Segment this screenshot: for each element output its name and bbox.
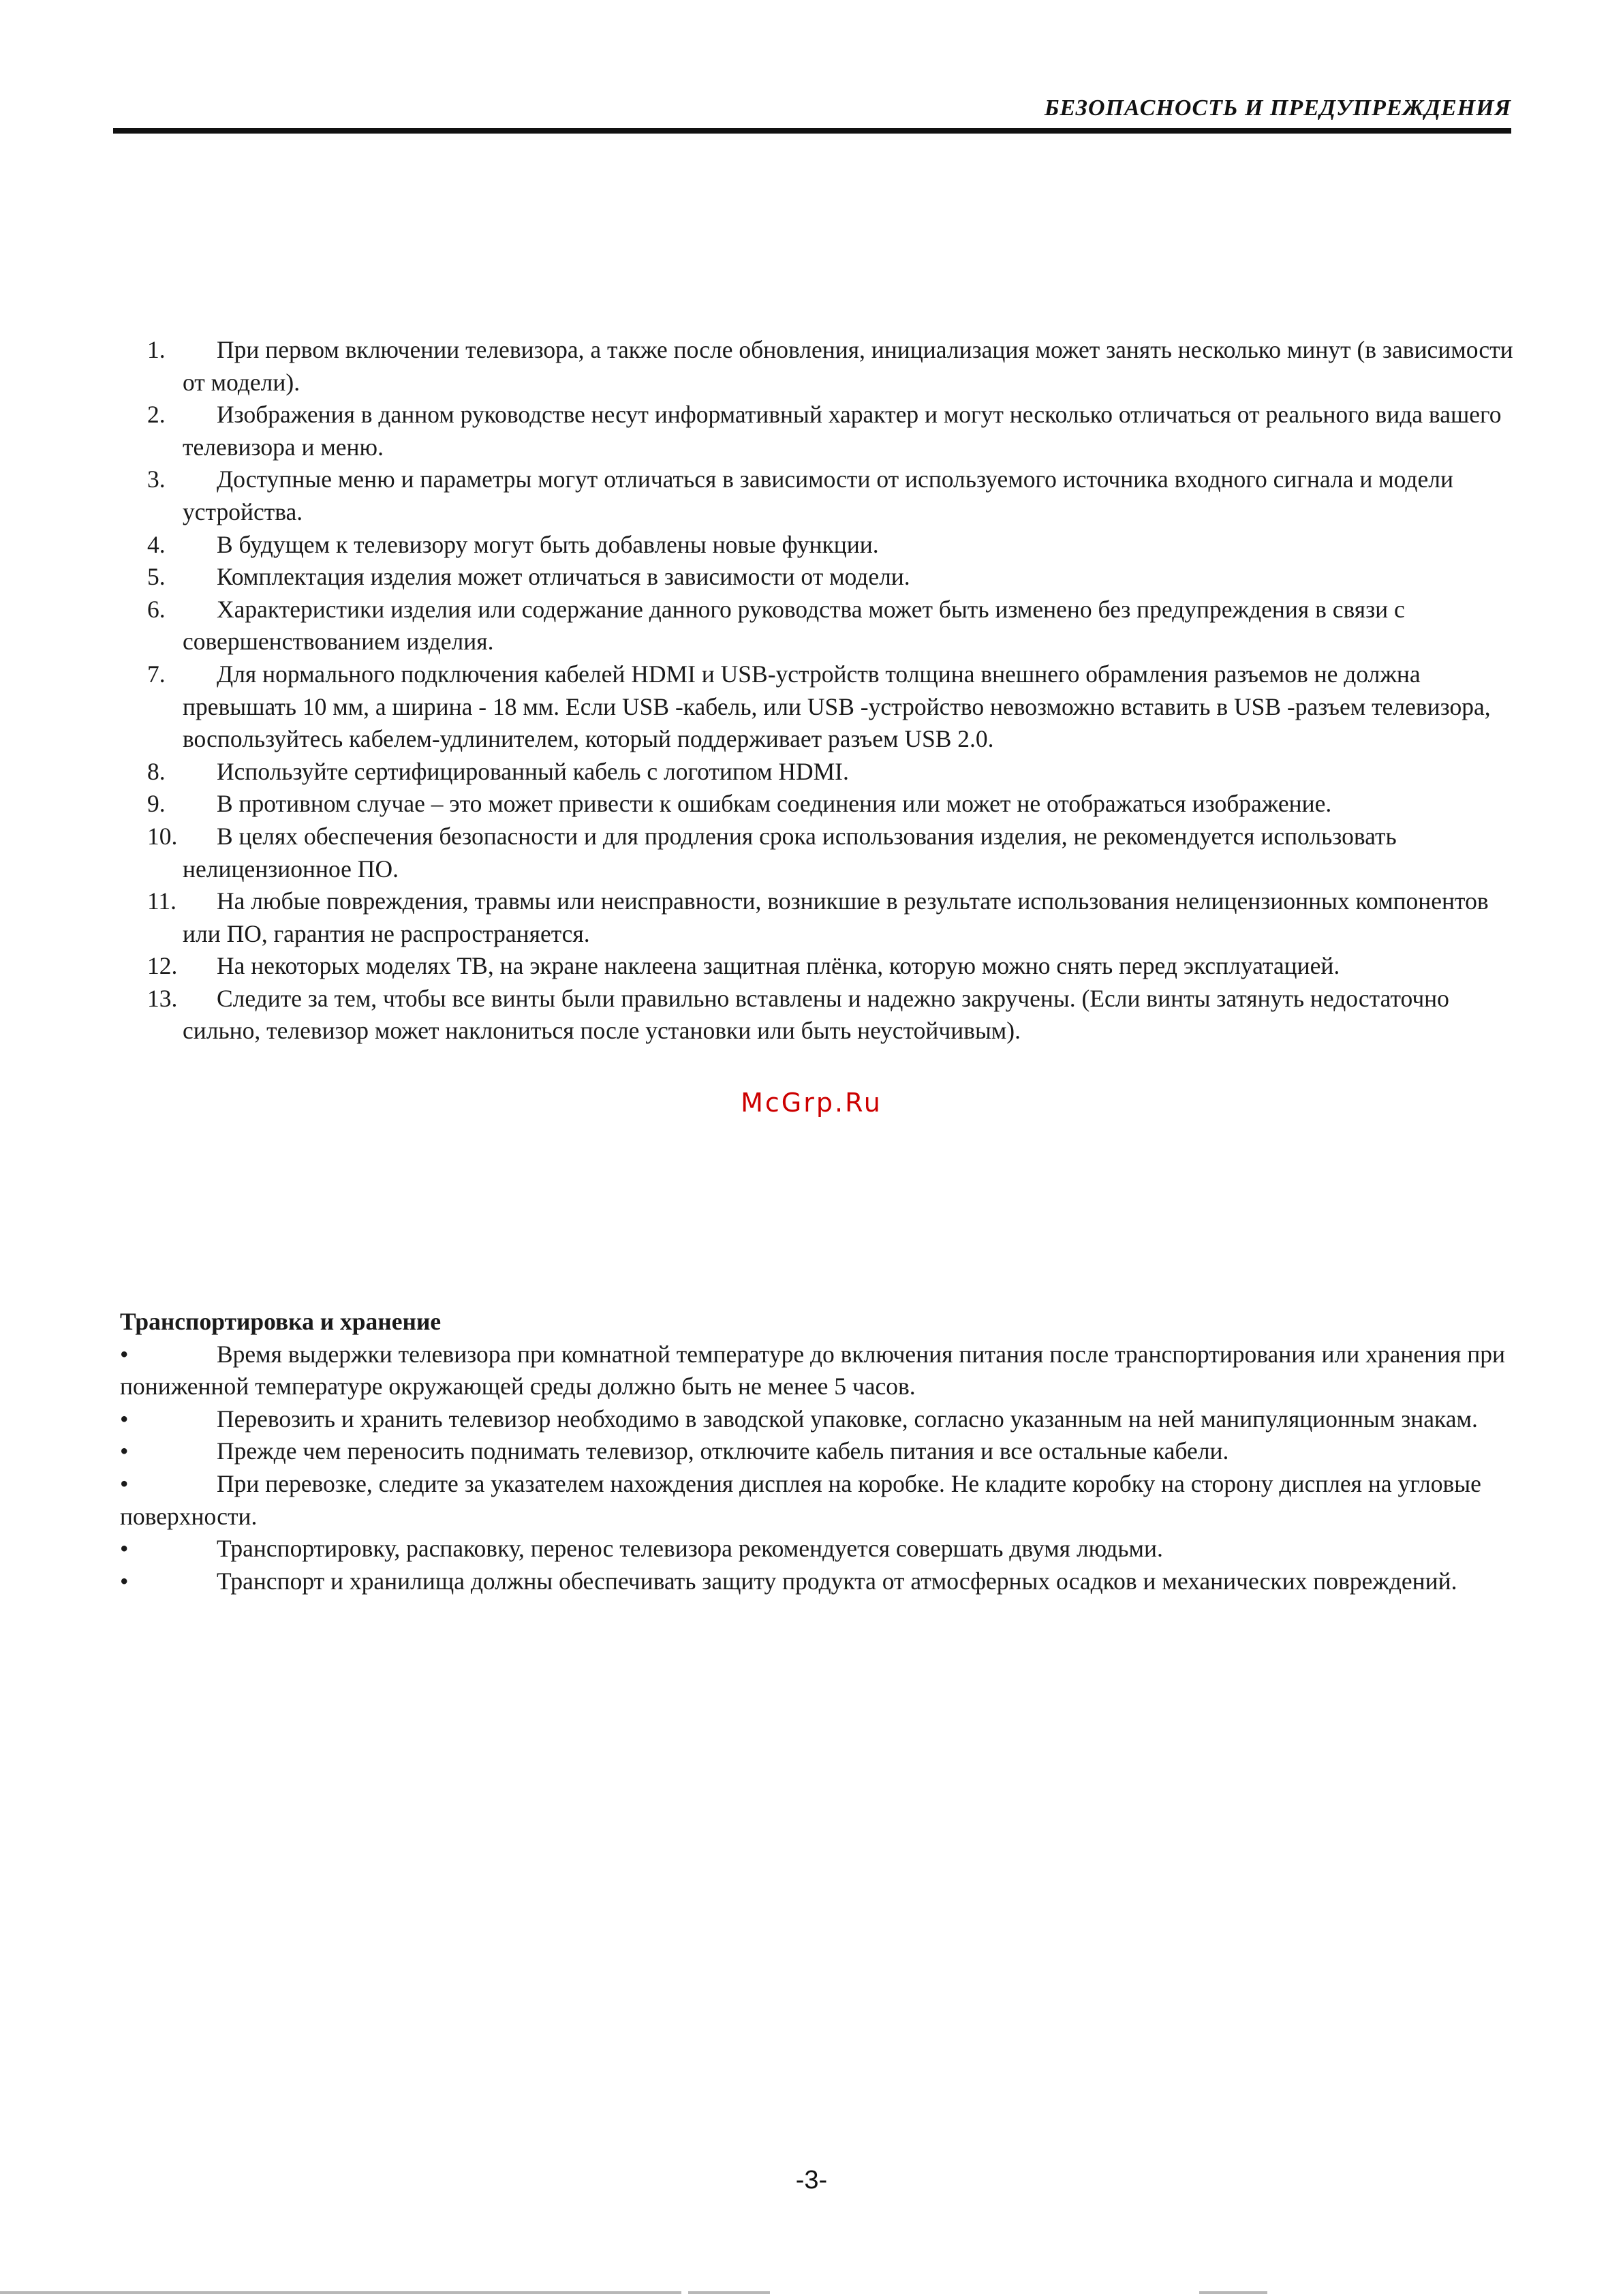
item-text: Для нормального подключения кабелей HDMI и USB-устройств толщина внешнего обрамления разъемов не должна превышать 10 мм, а ширина - 18 мм. Если USB -кабель, или USB -устройство невозможно вставить в USB -разъем телевизора, воспользуйтесь кабелем-удлинителем, который поддерживает разъем USB 2.0. bbox=[183, 660, 1491, 753]
item-text: Транспортировку, распаковку, перенос телевизора рекомендуется совершать двумя людьми. bbox=[217, 1535, 1163, 1563]
list-item bbox=[120, 1403, 1526, 1436]
watermark-link[interactable]: McGrp.Ru bbox=[741, 1088, 882, 1118]
item-number: 11. bbox=[147, 887, 177, 915]
transport-section bbox=[120, 1306, 1526, 1597]
list-item bbox=[113, 983, 1524, 1047]
list-item bbox=[113, 529, 1524, 562]
item-number: 8. bbox=[147, 757, 166, 785]
scan-edge-artifact bbox=[0, 2291, 1623, 2296]
page-number: -3- bbox=[795, 2166, 828, 2194]
item-text: В целях обеспечения безопасности и для продления срока использования изделия, не рекомендуется использовать нелицензионное ПО. bbox=[183, 822, 1397, 883]
list-item bbox=[113, 756, 1524, 789]
list-item bbox=[113, 821, 1524, 885]
item-number: 2. bbox=[147, 401, 166, 429]
item-number: 1. bbox=[147, 336, 166, 363]
bullet-icon: • bbox=[120, 1469, 129, 1497]
header-divider bbox=[113, 128, 1511, 134]
list-item bbox=[113, 950, 1524, 983]
item-text: Изображения в данном руководстве несут информативный характер и могут несколько отличаться от реального вида вашего телевизора и меню. bbox=[183, 401, 1502, 461]
item-text: На любые повреждения, травмы или неисправности, возникшие в результате использования нелицензионных компонентов или ПО, гарантия не распространяется. bbox=[183, 887, 1489, 947]
bullet-list bbox=[120, 1338, 1526, 1598]
bullet-icon: • bbox=[120, 1567, 129, 1595]
list-item bbox=[120, 1338, 1526, 1403]
item-number: 10. bbox=[147, 822, 178, 850]
list-item bbox=[120, 1565, 1526, 1598]
item-text: При перевозке, следите за указателем нахождения дисплея на коробке. Не кладите коробку на сторону дисплея на угловые поверхности. bbox=[120, 1469, 1481, 1530]
list-item bbox=[120, 1533, 1526, 1565]
item-number: 9. bbox=[147, 790, 166, 818]
list-item bbox=[113, 334, 1524, 399]
item-text: Прежде чем переносить поднимать телевизор, отключите кабель питания и все остальные кабели. bbox=[217, 1437, 1229, 1465]
list-item bbox=[113, 561, 1524, 594]
item-number: 4. bbox=[147, 530, 166, 558]
item-text: На некоторых моделях ТВ, на экране наклеена защитная плёнка, которую можно снять перед эксплуатацией. bbox=[217, 952, 1340, 980]
item-text: В будущем к телевизору могут быть добавлены новые функции. bbox=[217, 530, 879, 558]
item-text: Следите за тем, чтобы все винты были правильно вставлены и надежно закручены. (Если винты затянуть недостаточно сильно, телевизор может наклониться после установки или быть неустойчивым). bbox=[183, 984, 1449, 1045]
item-number: 5. bbox=[147, 563, 166, 591]
bullet-icon: • bbox=[120, 1437, 129, 1465]
item-text: Транспорт и хранилища должны обеспечивать защиту продукта от атмосферных осадков и механических повреждений. bbox=[217, 1567, 1457, 1595]
list-item bbox=[113, 594, 1524, 658]
list-item bbox=[120, 1468, 1526, 1533]
item-number: 3. bbox=[147, 465, 166, 493]
item-text: В противном случае – это может привести к ошибкам соединения или может не отображаться изображение. bbox=[217, 790, 1332, 818]
item-text: Доступные меню и параметры могут отличаться в зависимости от используемого источника входного сигнала и модели устройства. bbox=[183, 465, 1453, 525]
item-number: 6. bbox=[147, 595, 166, 623]
list-item bbox=[113, 399, 1524, 463]
item-text: Комплектация изделия может отличаться в зависимости от модели. bbox=[217, 563, 910, 591]
list-item bbox=[113, 885, 1524, 950]
item-text: Время выдержки телевизора при комнатной температуре до включения питания после транспортирования или хранения при пониженной температуре окружающей среды должно быть не менее 5 часов. bbox=[120, 1340, 1506, 1400]
item-number: 13. bbox=[147, 984, 178, 1012]
page-header-title: БЕЗОПАСНОСТЬ И ПРЕДУПРЕЖДЕНИЯ bbox=[1044, 95, 1511, 121]
item-text: При первом включении телевизора, а также после обновления, инициализация может занять несколько минут (в зависимости от модели). bbox=[183, 336, 1513, 396]
bullet-icon: • bbox=[120, 1340, 129, 1368]
bullet-icon: • bbox=[120, 1405, 129, 1433]
item-number: 12. bbox=[147, 952, 178, 980]
item-text: Характеристики изделия или содержание данного руководства может быть изменено без предупреждения в связи с совершенствованием изделия. bbox=[183, 595, 1405, 656]
list-item bbox=[113, 463, 1524, 528]
bullet-icon: • bbox=[120, 1535, 129, 1563]
item-text: Перевозить и хранить телевизор необходимо в заводской упаковке, согласно указанным на ней манипуляционным знакам. bbox=[217, 1405, 1478, 1433]
item-number: 7. bbox=[147, 660, 166, 688]
section-title: Транспортировка и хранение bbox=[120, 1308, 442, 1335]
notes-list bbox=[113, 334, 1524, 1047]
list-item bbox=[113, 658, 1524, 756]
list-item bbox=[113, 788, 1524, 821]
item-text: Используйте сертифицированный кабель с логотипом HDMI. bbox=[217, 757, 849, 785]
list-item bbox=[120, 1435, 1526, 1468]
